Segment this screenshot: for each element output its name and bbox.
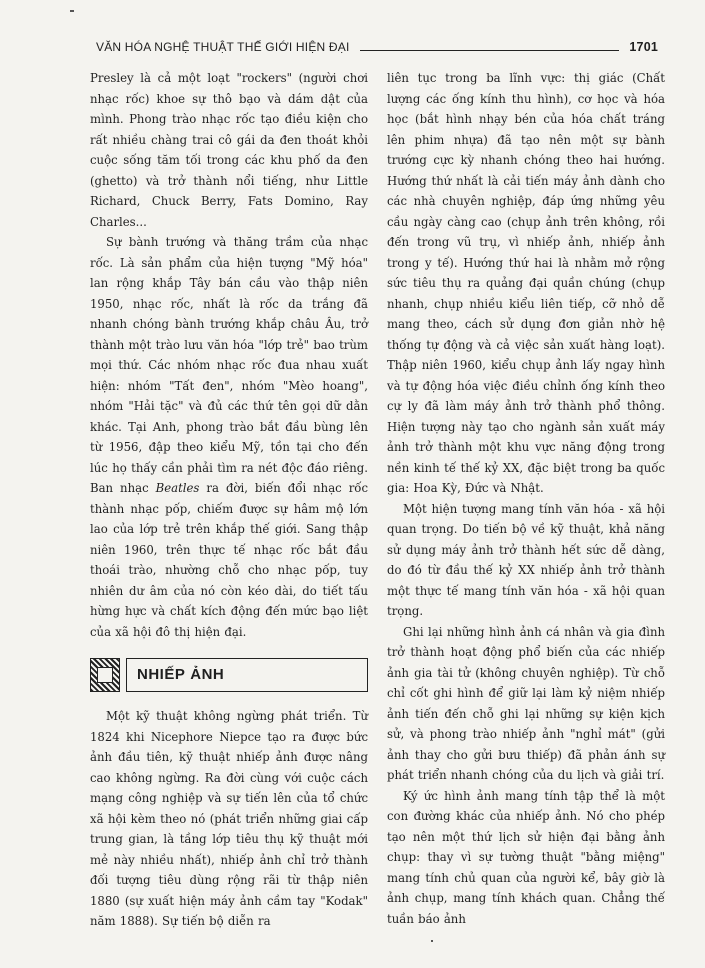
paragraph: Presley là cả một loạt "rockers" (người chơi nhạc rốc) khoe sự thô bạo và dám dật của mình. Phong trào nhạc rốc tạo điều kiện cho rất nhiều chàng trai cô gái da đen thoát khỏi cuộc sống tăm tối trong các khu phố da đen (ghetto) và trở thành nổi tiếng, như Little Richard, Chuck Berry, Fats Domino, Ray Charles...: [90, 71, 368, 229]
paragraph-text: ra đời, biến đổi nhạc rốc thành nhạc pốp, chiếm được sự hâm mộ lớn lao của lớp trẻ trên khắp thế giới. Sang thập niên 1960, trên thực tế nhạc rốc bắt đầu thoái trào, nhường chỗ cho nhạc pốp, tuy nhiên dư âm của nó còn kéo dài, do tiết tấu hừng hực và chất kích động đến mức bạo liệt của xã hội đô thị hiện đại.: [90, 481, 368, 639]
paragraph: Ký ức hình ảnh mang tính tập thể là một con đường khác của nhiếp ảnh. Nó cho phép tạo nên một thứ lịch sử hiện đại bằng ảnh chụp: thay vì sự tường thuật "bằng miệng" mang tính chủ quan của người kể, bây giờ là ảnh chụp, mang tính khách quan. Chẳng thế tuần báo ảnh: [387, 788, 665, 926]
paragraph: Một kỹ thuật không ngừng phát triển. Từ 1824 khi Nicephore Niepce tạo ra được bức ảnh đầu tiên, kỹ thuật nhiếp ảnh được nâng cao không ngừng. Ra đời cùng với cuộc cách mạng công nghiệp và sự tiến lên của tổ chức xã hội kèm theo nó (phát triển những giai cấp trung gian, là tầng lớp tiêu thụ kỹ thuật mới mẻ này nhiều nhất), nhiếp ảnh chỉ trở thành đối tượng tiêu dùng rộng rãi từ thập niên 1880 (sự xuất hiện máy ảnh cầm tay "Kodak" năm 1888). Sự tiến bộ diễn ra: [90, 709, 368, 928]
left-column: [90, 68, 368, 932]
paragraph: Ghi lại những hình ảnh cá nhân và gia đình trở thành hoạt động phổ biến của các nhiếp ảnh gia tài tử (không chuyên nghiệp). Từ chỗ chỉ cốt ghi hình để giữ lại làm kỷ niệm nhiếp ảnh tiến đến chỗ ghi lại những sự kiện kịch sử, và phong trào nhiếp ảnh "nghỉ mát" (gửi ảnh thay cho gửi bưu thiếp) đã phản ánh sự phát triển nhanh chóng của du lịch và giải trí.: [387, 624, 665, 782]
scan-dot: [431, 940, 433, 942]
paragraph: [90, 232, 368, 642]
section-heading: [90, 658, 368, 692]
band-name: Beatles: [155, 481, 200, 495]
right-column: [387, 68, 665, 929]
page-number: 1701: [629, 40, 658, 54]
running-header: [96, 38, 658, 54]
paragraph: liên tục trong ba lĩnh vực: thị giác (Chất lượng các ống kính thu hình), cơ học và hóa học (bắt hình nhạy bén của hóa chất tráng lên phim nhựa) đã tạo nên một sự bành trướng cực kỳ nhanh chóng theo hai hướng. Hướng thứ nhất là cải tiến máy ảnh dành cho các nhà chuyên nghiệp, đáp ứng những yêu cầu ngày càng cao (chụp ảnh trên không, rồi đến trong vũ trụ, vì nhiếp ảnh, nhiếp ảnh trong y tế). Hướng thứ hai là nhằm mở rộng sức tiêu thụ ra quảng đại quần chúng (chụp nhanh, chụp nhiều kiểu liên tiếp, cỡ nhỏ dễ mang theo, cách sử dụng đơn giản nhờ hệ thống tự động và cả việc sản xuất hàng loạt). Thập niên 1960, kiểu chụp ảnh lấy ngay hình và tự động hóa việc điều chỉnh ống kính theo cự ly đã làm máy ảnh trở thành phổ thông. Hiện tượng này tạo cho ngành sản xuất máy ảnh trở thành một khu vực năng động trong nền kinh tế thế kỷ XX, đặc biệt trong ba quốc gia: Hoa Kỳ, Đức và Nhật.: [387, 71, 665, 495]
book-title: VĂN HÓA NGHỆ THUẬT THẾ GIỚI HIỆN ĐẠI: [96, 40, 350, 54]
paragraph-text: Sự bành trướng và thăng trầm của nhạc rốc. Là sản phẩm của hiện tượng "Mỹ hóa" lan rộng khắp Tây bán cầu vào thập niên 1950, nhạc rốc, nhất là rốc da trắng đã nhanh chóng bành trướng khắp châu Âu, trở thành một trào lưu văn hóa "lớp trẻ" bao trùm mọi thứ. Các nhóm nhạc rốc đua nhau xuất hiện: nhóm "Tất đen", nhóm "Mèo hoang", nhóm "Hải tặc" và đủ các thứ tên gọi dữ dằn khác. Tại Anh, phong trào bắt đầu bùng lên từ 1956, đập theo kiểu Mỹ, tồn tại cho đến lúc họ thấy cần phải tìm ra nét độc đáo riêng. Ban nhạc: [90, 235, 368, 495]
header-rule: [360, 50, 620, 51]
section-title: NHIẾP ẢNH: [126, 658, 368, 692]
scan-mark: [70, 10, 74, 12]
section-icon: [90, 658, 120, 692]
paragraph: Một hiện tượng mang tính văn hóa - xã hội quan trọng. Do tiến bộ về kỹ thuật, khả năng sử dụng máy ảnh trở thành hết sức dễ dàng, do đó từ đầu thế kỷ XX nhiếp ảnh trở thành một thực tế mang tính văn hóa - xã hội quan trọng.: [387, 501, 665, 618]
